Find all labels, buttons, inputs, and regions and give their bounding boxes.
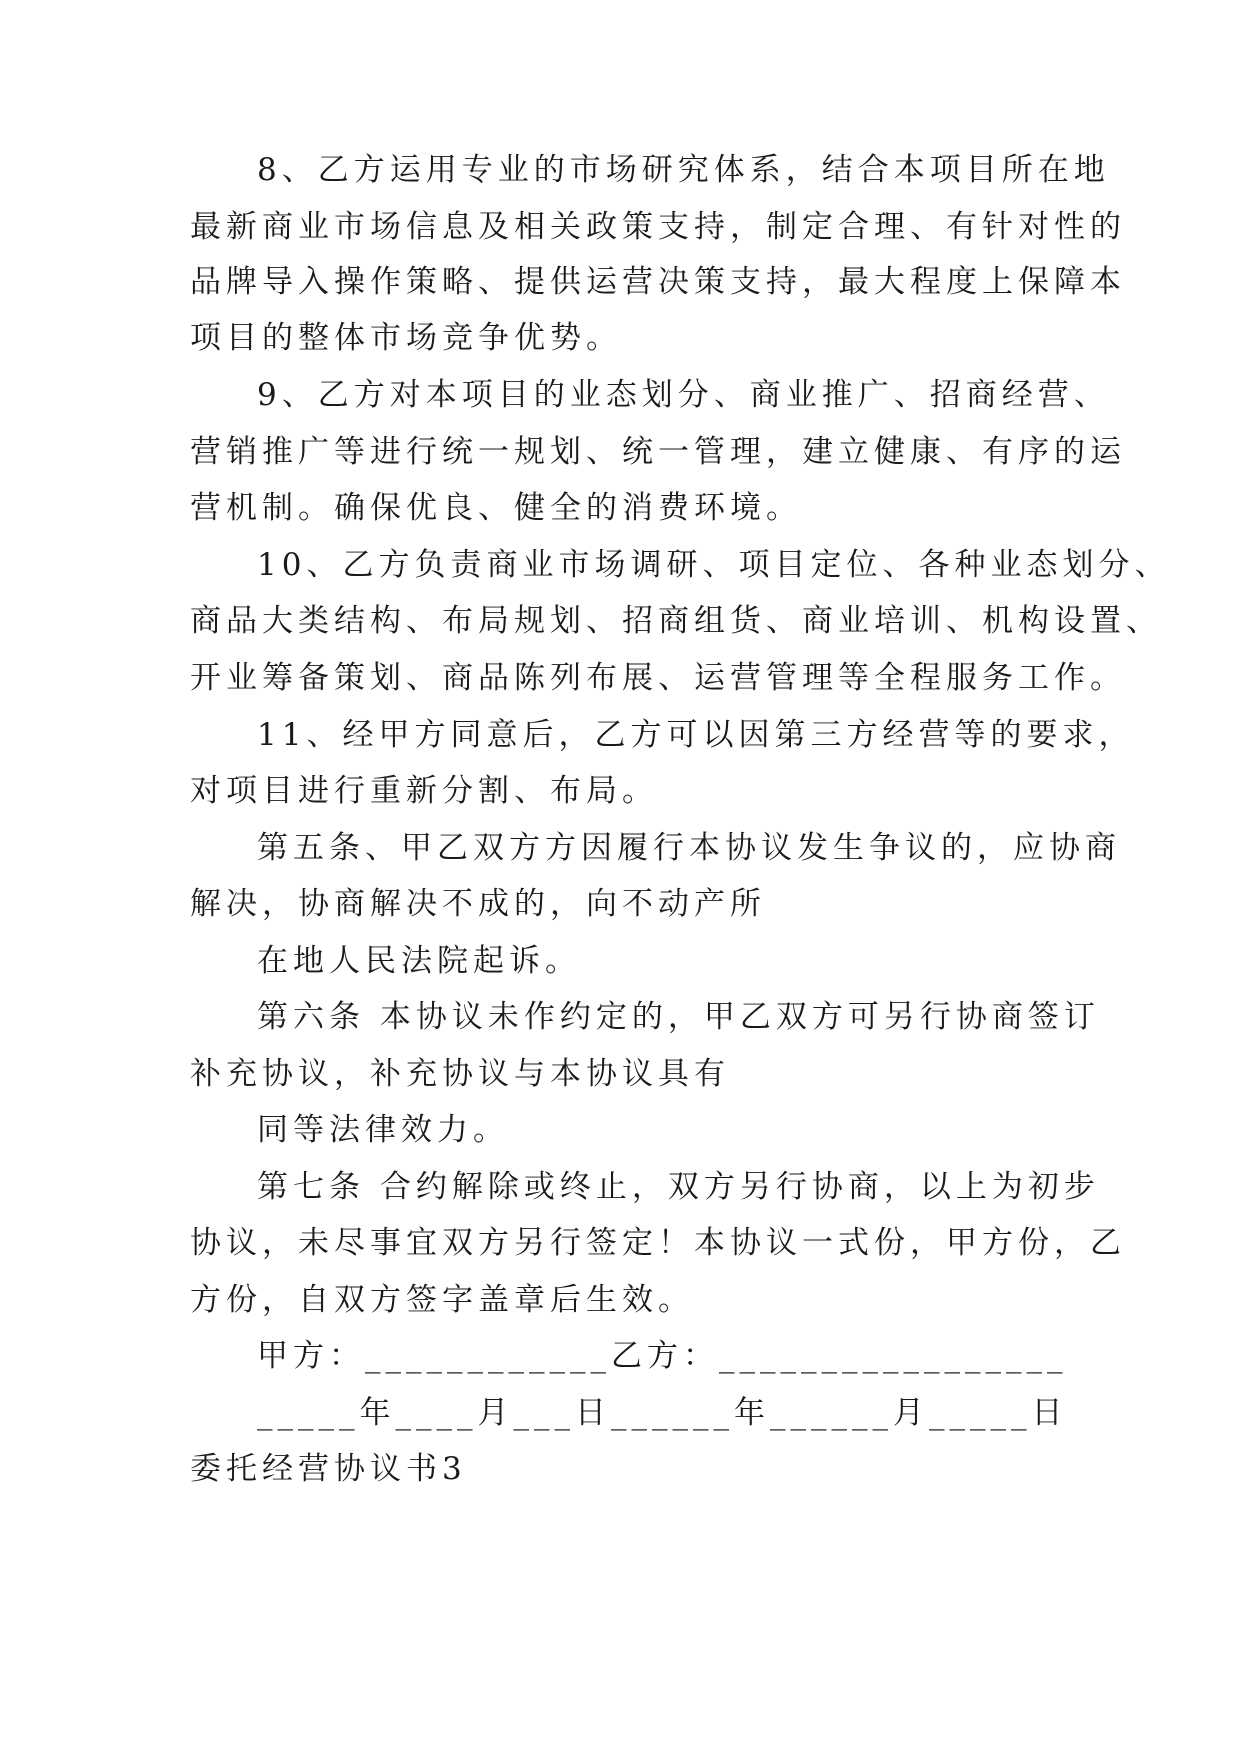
article-7-line-2: 协议，未尽事宜双方另行签定！本协议一式份，甲方份，乙	[190, 1225, 1126, 1261]
signature-line: 甲方：____________乙方：_________________	[257, 1338, 1068, 1374]
clause-10-line-3: 开业筹备策划、商品陈列布展、运营管理等全程服务工作。	[190, 660, 1126, 696]
clause-8-line-3: 品牌导入操作策略、提供运营决策支持，最大程度上保障本	[190, 264, 1126, 300]
article-6-line-1: 第六条 本协议未作约定的，甲乙双方可另行协商签订	[257, 999, 1100, 1035]
clause-9-line-1: 9、乙方对本项目的业态划分、商业推广、招商经营、	[257, 377, 1110, 413]
clause-9-line-3: 营机制。确保优良、健全的消费环境。	[190, 490, 802, 526]
article-7-line-3: 方份，自双方签字盖章后生效。	[190, 1282, 694, 1318]
clause-9-line-2: 营销推广等进行统一规划、统一管理，建立健康、有序的运	[190, 434, 1126, 470]
date-line: _____年____月___日______年______月_____日	[257, 1395, 1068, 1431]
section-heading: 委托经营协议书3	[190, 1451, 467, 1487]
article-5-line-2: 解决，协商解决不成的，向不动产所	[190, 886, 766, 922]
clause-10-line-1: 10、乙方负责商业市场调研、项目定位、各种业态划分、	[257, 547, 1171, 583]
clause-8-line-2: 最新商业市场信息及相关政策支持，制定合理、有针对性的	[190, 209, 1126, 245]
clause-11-line-1: 11、经甲方同意后，乙方可以因第三方经营等的要求，	[257, 717, 1135, 753]
article-5-line-3: 在地人民法院起诉。	[257, 943, 581, 979]
clause-8-line-1: 8、乙方运用专业的市场研究体系，结合本项目所在地	[257, 152, 1110, 188]
article-5-line-1: 第五条、甲乙双方方因履行本协议发生争议的，应协商	[257, 830, 1121, 866]
article-7-line-1: 第七条 合约解除或终止，双方另行协商，以上为初步	[257, 1169, 1100, 1205]
clause-11-line-2: 对项目进行重新分割、布局。	[190, 773, 658, 809]
article-6-line-3: 同等法律效力。	[257, 1112, 509, 1148]
article-6-line-2: 补充协议，补充协议与本协议具有	[190, 1056, 730, 1092]
clause-10-line-2: 商品大类结构、布局规划、招商组货、商业培训、机构设置、	[190, 603, 1162, 639]
clause-8-line-4: 项目的整体市场竞争优势。	[190, 320, 622, 356]
